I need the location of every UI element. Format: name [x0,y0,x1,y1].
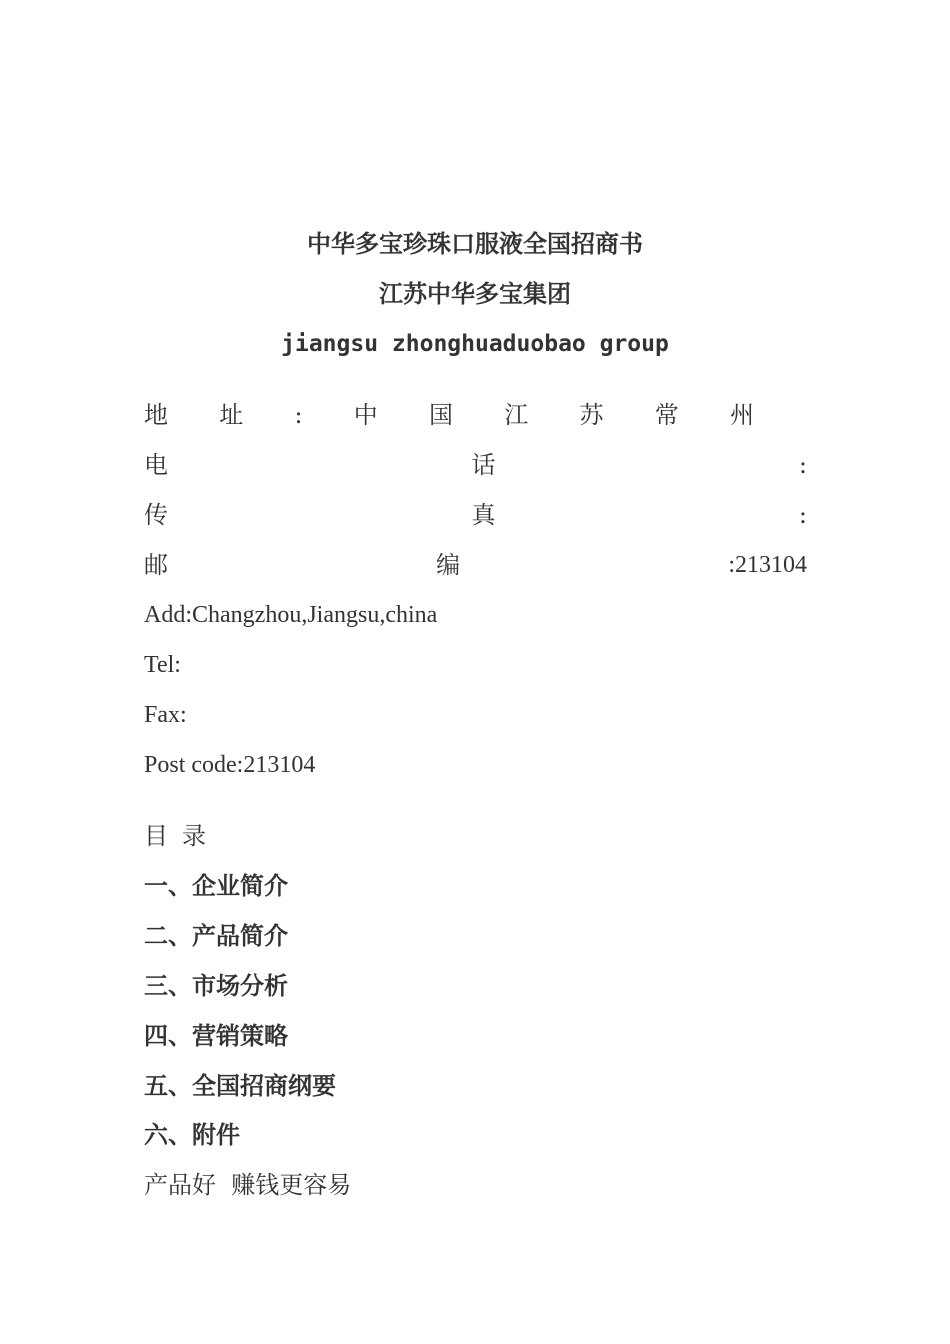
company-name-cn: 江苏中华多宝集团 [379,279,571,308]
toc-item: 三、市场分析 [144,971,288,1000]
toc-item: 六、附件 [144,1120,240,1149]
toc-item: 一、企业简介 [144,871,288,900]
address-char: 地 [144,401,168,429]
address-char: : [294,401,303,429]
fax-char: : [798,501,807,529]
telephone-char: 电 [144,451,168,479]
postcode-value: :213104 [728,552,807,578]
postcode-char: 邮 [144,551,168,579]
address-en: Add:Changzhou,Jiangsu,china [144,602,438,628]
document-title: 中华多宝珍珠口服液全国招商书 [307,229,643,258]
address-char: 国 [429,401,454,429]
telephone-char: : [798,451,807,479]
toc-item: 二、产品简介 [144,921,288,950]
telephone-char: 话 [471,451,496,479]
fax-cn [144,500,807,530]
address-char: 州 [729,401,754,429]
toc-heading: 目录 [144,822,220,850]
telephone-cn [144,450,807,480]
postcode-cn [144,550,807,580]
address-char: 江 [504,401,529,429]
address-char: 中 [353,401,378,429]
fax-char: 传 [144,501,168,529]
address-char: 常 [654,401,679,429]
postcode-char: 编 [436,551,461,579]
slogan: 产品好 赚钱更容易 [144,1171,352,1199]
fax-en: Fax: [144,702,187,728]
postcode-en: Post code:213104 [144,752,316,778]
fax-char: 真 [471,501,496,529]
toc-item: 五、全国招商纲要 [144,1071,336,1100]
address-char: 址 [219,401,244,429]
company-name-en: jiangsu zhonghuaduobao group [281,331,669,357]
telephone-en: Tel: [144,652,181,678]
address-cn [144,400,754,430]
toc-item: 四、营销策略 [144,1021,288,1050]
address-char: 苏 [579,401,604,429]
